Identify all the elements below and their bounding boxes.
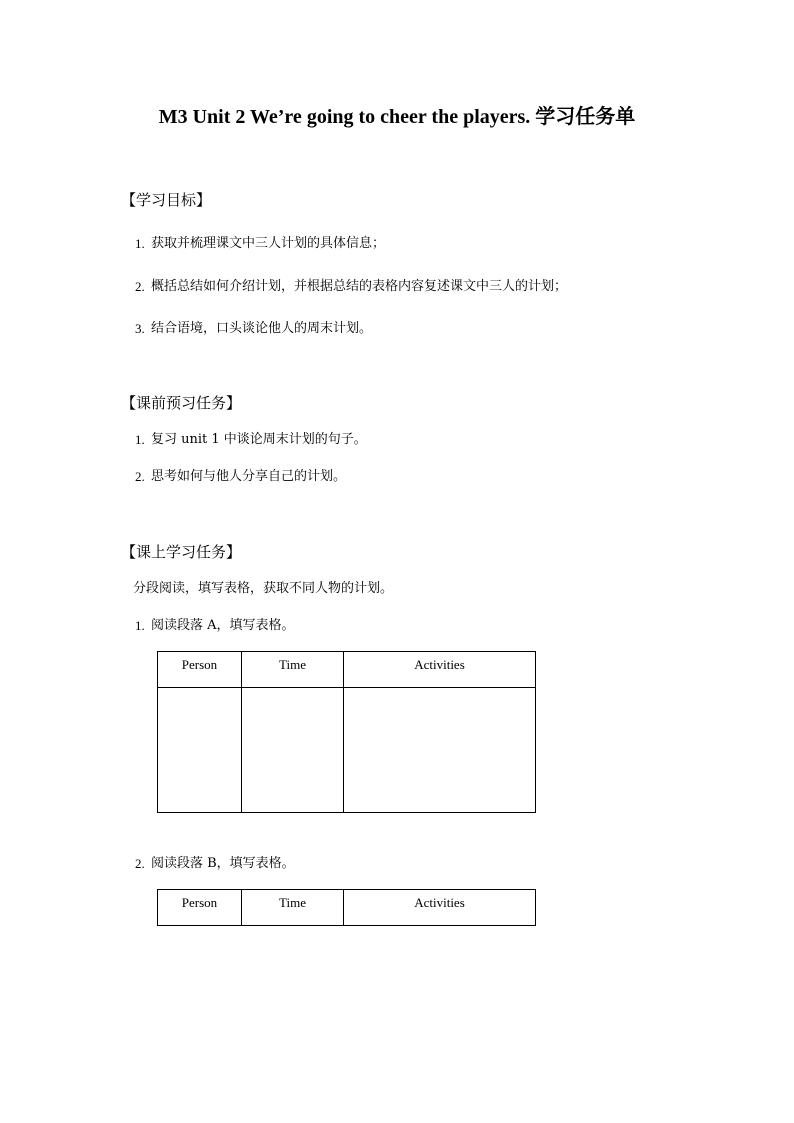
preview-item: 思考如何与他人分享自己的计划。 <box>151 469 347 484</box>
header-activities: Activities <box>344 652 536 688</box>
task-number: 1. <box>135 618 145 633</box>
task-item: 阅读段落 B，填写表格。 <box>151 856 295 871</box>
page-title: M3 Unit 2 We’re going to cheer the players. 学习任务单 <box>158 106 636 128</box>
header-time: Time <box>242 890 344 926</box>
header-person: Person <box>158 890 242 926</box>
task-item: 阅读段落 A，填写表格。 <box>151 618 295 633</box>
task-number: 2. <box>135 856 145 871</box>
objective-item: 获取并梳理课文中三人计划的具体信息； <box>151 236 386 251</box>
preview-number: 2. <box>135 469 145 484</box>
objective-number: 2. <box>135 279 145 294</box>
header-person: Person <box>158 652 242 688</box>
in-class-heading: 【课上学习任务】 <box>121 543 242 561</box>
paragraph-b-table <box>157 889 536 926</box>
paragraph-a-table <box>157 651 536 813</box>
activities-answer-cell[interactable] <box>344 688 536 813</box>
in-class-intro: 分段阅读，填写表格，获取不同人物的计划。 <box>133 581 394 596</box>
person-answer-cell[interactable] <box>158 688 242 813</box>
time-answer-cell[interactable] <box>242 688 344 813</box>
preview-item: 复习 unit 1 中谈论周末计划的句子。 <box>151 432 367 447</box>
preview-heading: 【课前预习任务】 <box>121 394 242 412</box>
preview-number: 1. <box>135 432 145 447</box>
objective-number: 1. <box>135 236 145 251</box>
objectives-heading: 【学习目标】 <box>121 191 212 209</box>
header-activities: Activities <box>344 890 536 926</box>
objective-item: 结合语境，口头谈论他人的周末计划。 <box>151 321 373 336</box>
objective-item: 概括总结如何介绍计划，并根据总结的表格内容复述课文中三人的计划； <box>151 279 568 294</box>
objective-number: 3. <box>135 321 145 336</box>
header-time: Time <box>242 652 344 688</box>
